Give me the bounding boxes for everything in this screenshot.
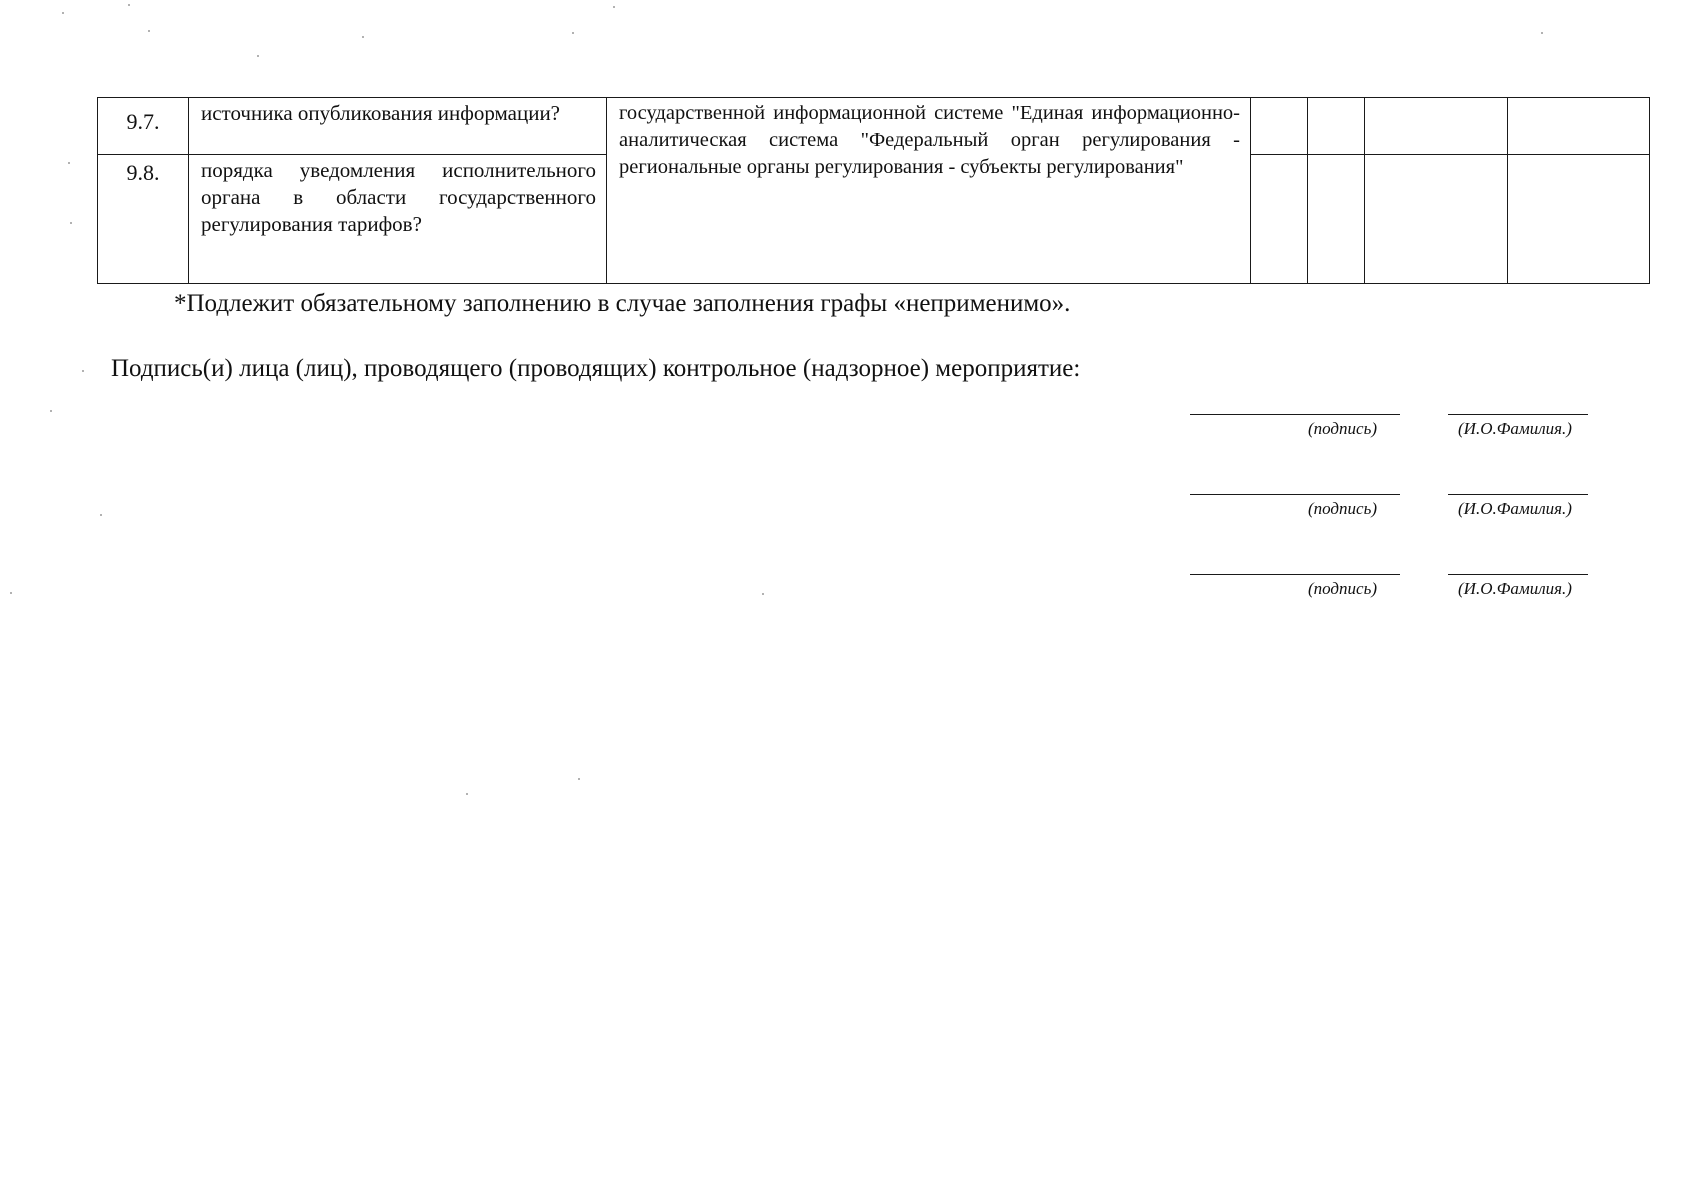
footnote: *Подлежит обязательному заполнению в случае заполнения графы «неприменимо». (174, 290, 1071, 317)
signature-block (1190, 414, 1590, 448)
scan-noise (70, 222, 72, 224)
scan-noise (257, 55, 259, 57)
scan-noise (613, 6, 615, 8)
signature-block (1190, 494, 1590, 528)
name-caption: (И.О.Фамилия.) (1458, 419, 1572, 438)
name-line[interactable] (1448, 494, 1588, 495)
answer-cell-not-applicable[interactable] (1365, 98, 1508, 155)
signature-line[interactable] (1190, 414, 1400, 415)
answer-cell-no[interactable] (1308, 155, 1365, 284)
signature-heading: Подпись(и) лица (лиц), проводящего (проводящих) контрольное (надзорное) мероприятие: (111, 355, 1081, 382)
answer-cell-yes[interactable] (1251, 155, 1308, 284)
table-row (98, 98, 1650, 155)
scan-noise (128, 4, 130, 6)
checklist-table (97, 97, 1650, 284)
answer-cell-yes[interactable] (1251, 98, 1308, 155)
scan-noise (362, 36, 364, 38)
answer-cell-no[interactable] (1308, 98, 1365, 155)
name-line[interactable] (1448, 414, 1588, 415)
signature-caption: (подпись) (1308, 419, 1377, 438)
question-text: порядка уведомления исполнительного органа в области государственного регулирования тарифов? (189, 155, 607, 284)
signature-line[interactable] (1190, 574, 1400, 575)
answer-cell-not-applicable[interactable] (1365, 155, 1508, 284)
scan-noise (148, 30, 150, 32)
scan-noise (50, 410, 52, 412)
signature-block (1190, 574, 1590, 608)
scan-noise (10, 592, 12, 594)
legal-basis-text: государственной информационной системе "Единая информационно-аналитическая система "Федеральный орган регулирования - региональные органы регулирования - субъекты регулирования" (607, 98, 1251, 284)
question-text: источника опубликования информации? (189, 98, 607, 155)
scan-noise (578, 778, 580, 780)
answer-cell-note[interactable] (1508, 155, 1650, 284)
scan-noise (762, 593, 764, 595)
scan-noise (466, 793, 468, 795)
name-line[interactable] (1448, 574, 1588, 575)
scan-noise (572, 32, 574, 34)
scan-noise (1541, 32, 1543, 34)
scan-noise (68, 162, 70, 164)
signature-caption: (подпись) (1308, 499, 1377, 518)
signature-line[interactable] (1190, 494, 1400, 495)
row-number: 9.7. (98, 98, 189, 155)
row-number: 9.8. (98, 155, 189, 284)
name-caption: (И.О.Фамилия.) (1458, 499, 1572, 518)
signature-caption: (подпись) (1308, 579, 1377, 598)
scan-noise (100, 514, 102, 516)
scan-noise (62, 12, 64, 14)
name-caption: (И.О.Фамилия.) (1458, 579, 1572, 598)
answer-cell-note[interactable] (1508, 98, 1650, 155)
scan-noise (82, 370, 84, 372)
